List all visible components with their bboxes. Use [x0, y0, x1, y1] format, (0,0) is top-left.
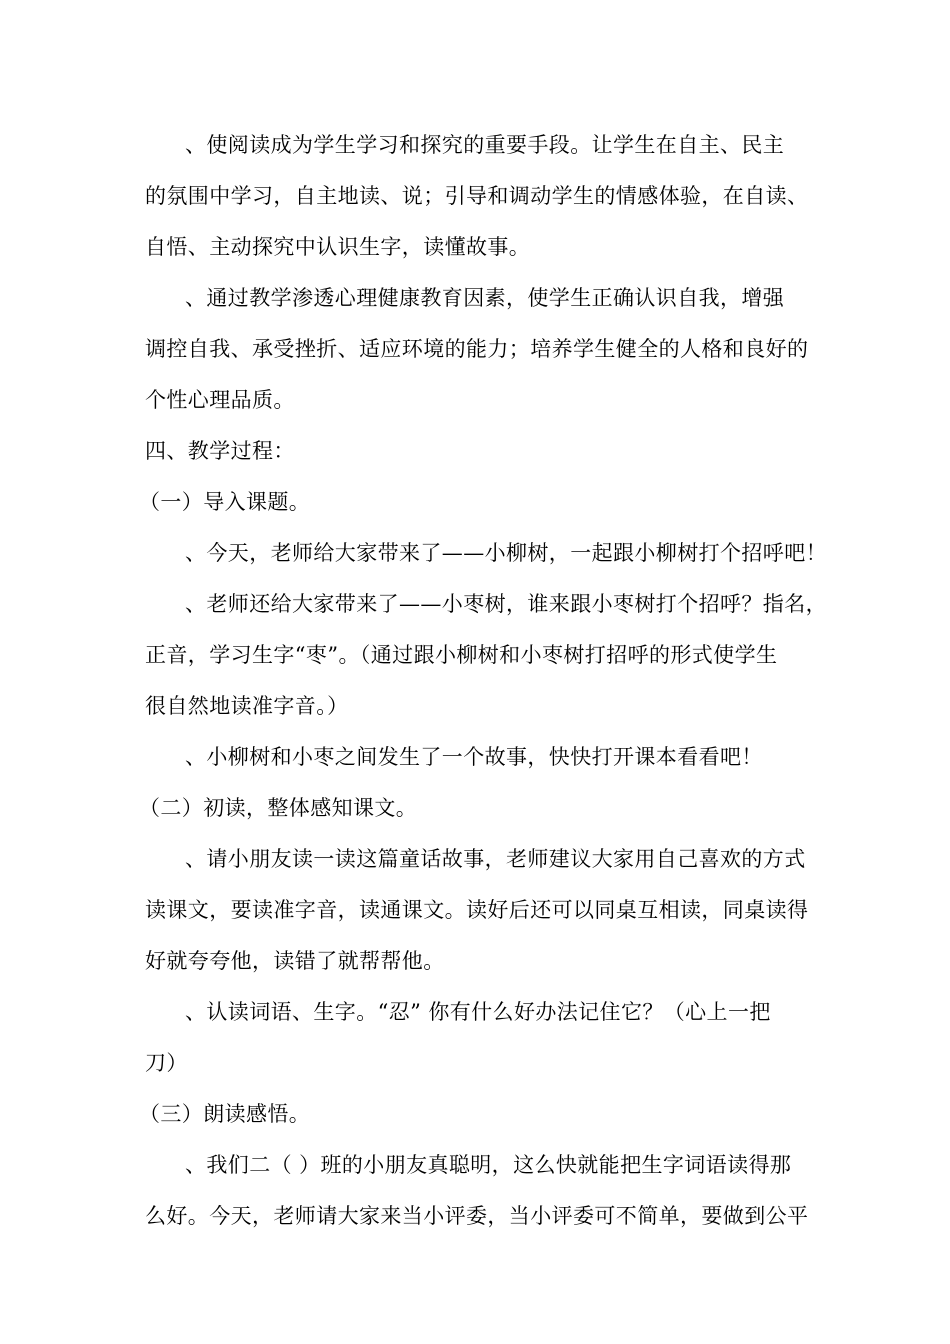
paragraph-line: 自悟、主动探究中认识生字，读懂故事。 — [145, 235, 531, 259]
paragraph-line: 正音，学习生字“枣”。（通过跟小柳树和小枣树打招呼的形式使学生 — [145, 643, 778, 667]
paragraph-line: 读课文，要读准字音，读通课文。读好后还可以同桌互相读，同桌读得 — [145, 898, 809, 922]
paragraph-line: 、小柳树和小枣之间发生了一个故事，快快打开课本看看吧！ — [185, 745, 763, 769]
paragraph-line: 么好。今天，老师请大家来当小评委，当小评委可不简单，要做到公平 — [145, 1204, 809, 1228]
subsection-heading: （一）导入课题。 — [139, 490, 311, 514]
paragraph-line: 、通过教学渗透心理健康教育因素，使学生正确认识自我，增强 — [185, 286, 785, 310]
paragraph-line: 、老师还给大家带来了——小枣树，谁来跟小枣树打个招呼？指名， — [185, 592, 827, 616]
paragraph-line: 的氛围中学习，自主地读、说；引导和调动学生的情感体验，在自读、 — [145, 184, 809, 208]
subsection-heading: （三）朗读感悟。 — [139, 1102, 311, 1126]
paragraph-line: 调控自我、承受挫折、适应环境的能力；培养学生健全的人格和良好的 — [145, 337, 809, 361]
section-heading: 四、教学过程： — [145, 439, 295, 463]
paragraph-line: 、请小朋友读一读这篇童话故事，老师建议大家用自己喜欢的方式 — [185, 847, 806, 871]
paragraph-line: 刀） — [145, 1051, 188, 1075]
paragraph-line: 很自然地读准字音。） — [145, 694, 349, 718]
paragraph-line: 好就夸夸他，读错了就帮帮他。 — [145, 949, 445, 973]
paragraph-line: 、使阅读成为学生学习和探究的重要手段。让学生在自主、民主 — [185, 133, 785, 157]
paragraph-line: 、认读词语、生字。“忍” 你有什么好办法记住它？（心上一把 — [185, 1000, 771, 1024]
paragraph-line: 个性心理品质。 — [145, 388, 295, 412]
paragraph-line: 、我们二（ ）班的小朋友真聪明，这么快就能把生字词语读得那 — [185, 1153, 792, 1177]
paragraph-line: 、今天，老师给大家带来了——小柳树，一起跟小柳树打个招呼吧！ — [185, 541, 827, 565]
subsection-heading: （二）初读，整体感知课文。 — [139, 796, 418, 820]
